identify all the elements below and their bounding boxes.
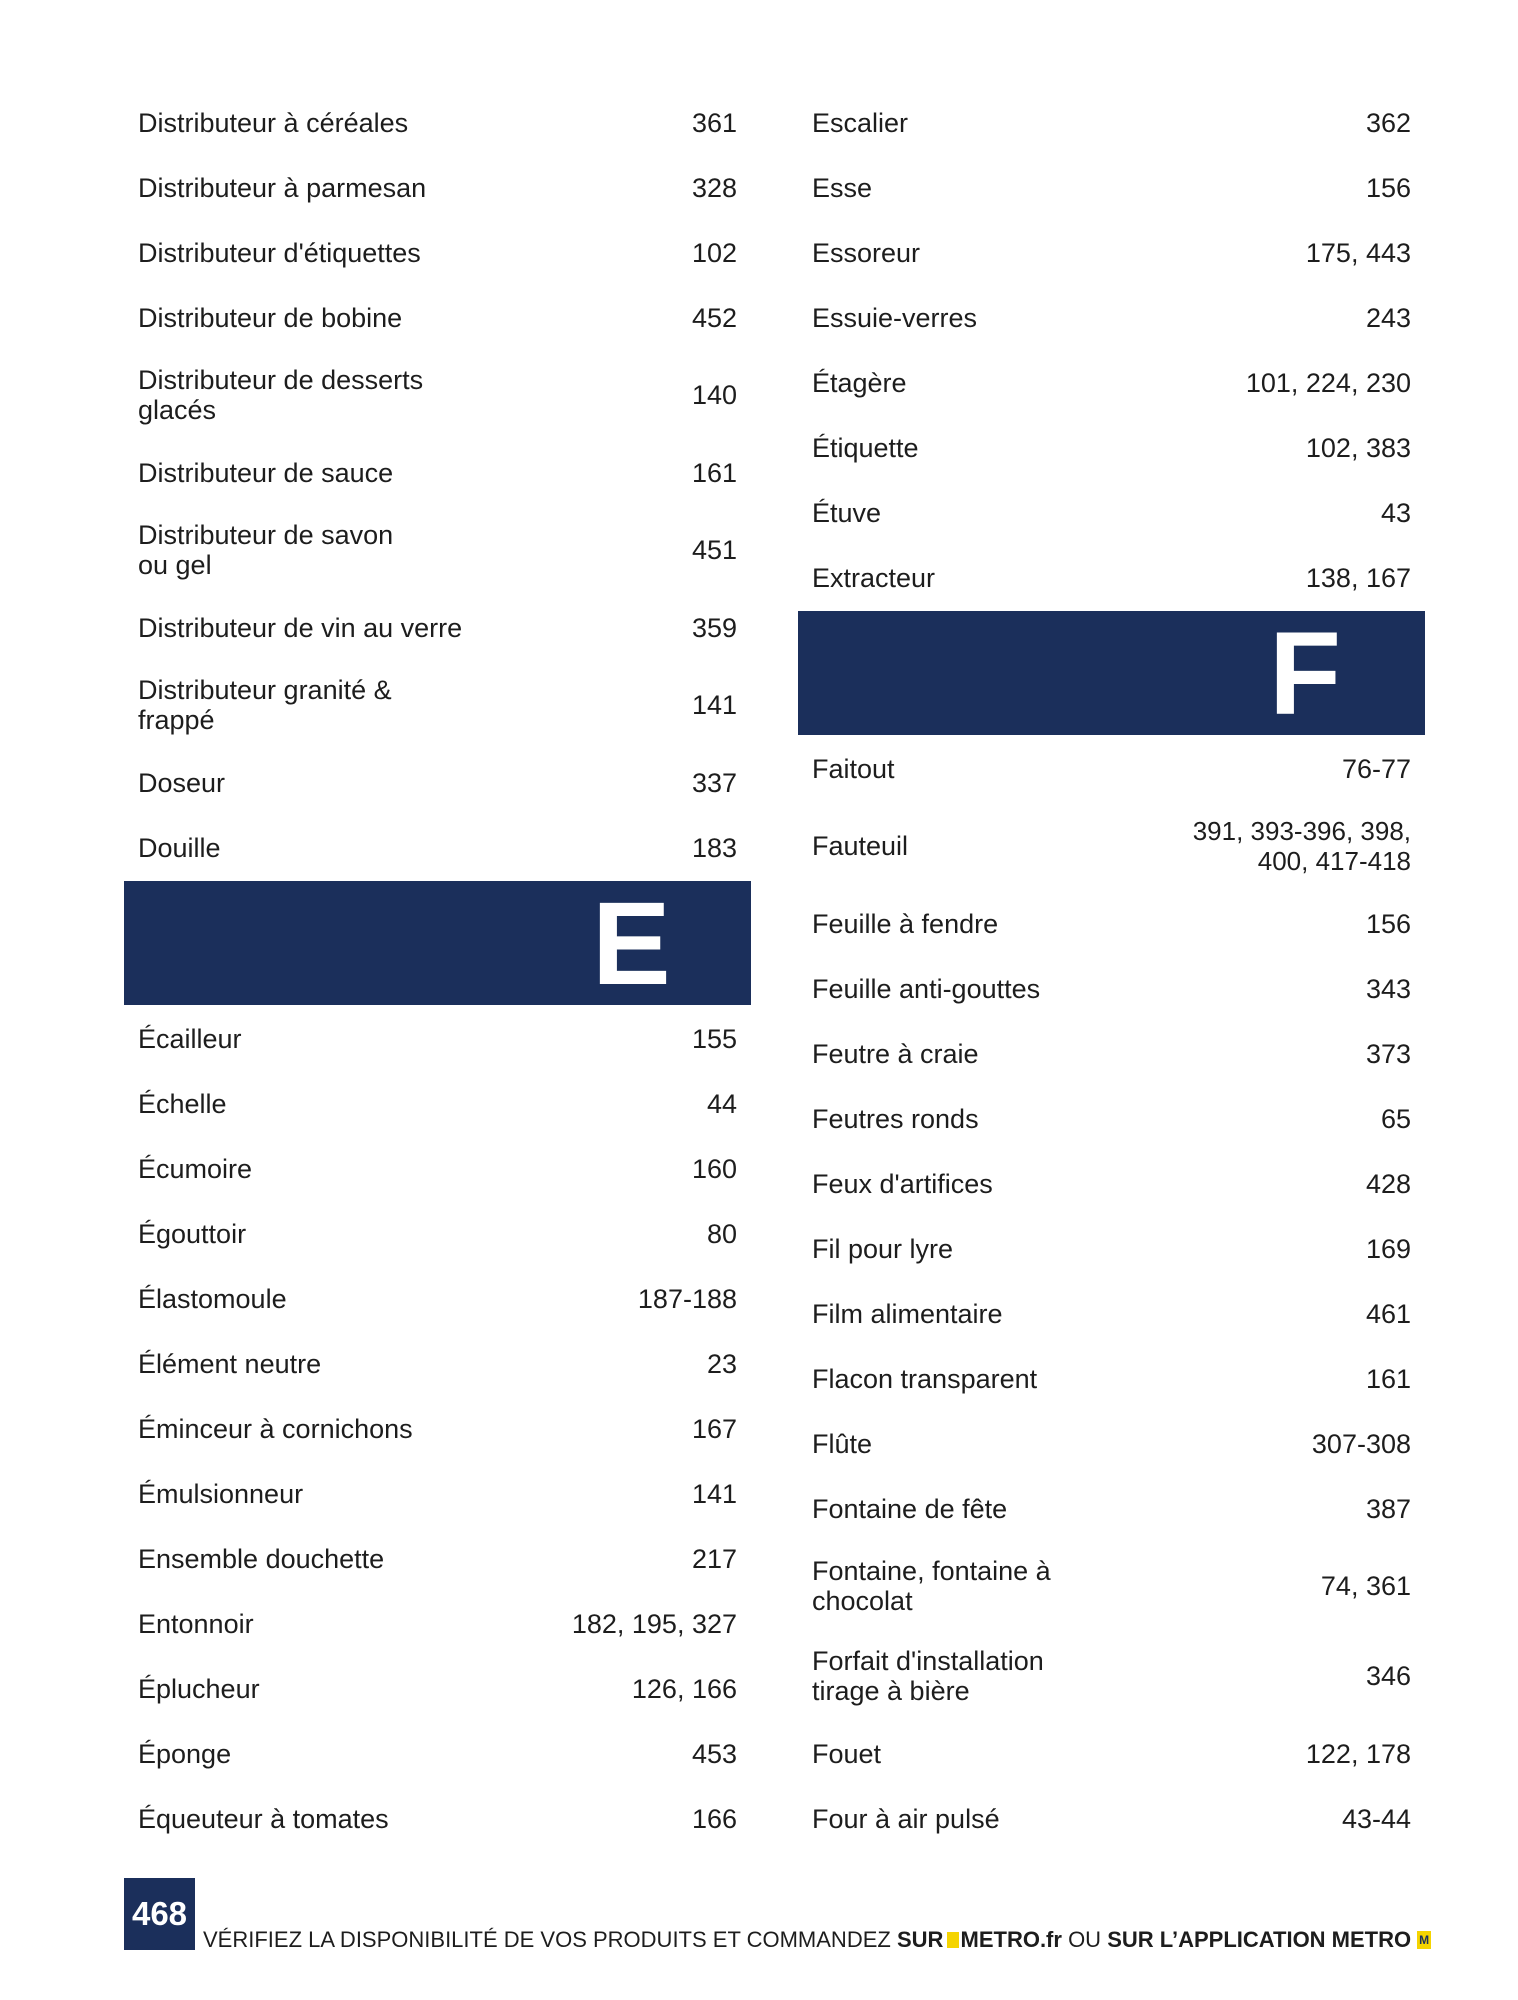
- entry-label: Écumoire: [138, 1153, 253, 1184]
- index-entry: [124, 440, 751, 505]
- metro-app-logo-icon: M: [1419, 1933, 1430, 1947]
- footer-banner: [203, 1925, 1433, 1955]
- entry-label: Étagère: [812, 367, 907, 398]
- index-entry: [798, 480, 1425, 545]
- entry-label: Distributeur de sauce: [138, 457, 394, 488]
- index-entry: [798, 1086, 1425, 1151]
- entry-pages: 65: [1380, 1103, 1411, 1134]
- footer-sur: SUR: [896, 1927, 944, 1952]
- section-letter: E: [592, 878, 671, 1010]
- entry-pages: 102, 383: [1305, 432, 1411, 463]
- index-entry: [124, 1071, 751, 1136]
- entry-label: Écailleur: [138, 1023, 242, 1054]
- index-entry: [124, 285, 751, 350]
- index-entry: [124, 1526, 751, 1591]
- entry-pages: 187-188: [637, 1283, 737, 1314]
- entry-pages: 166: [691, 1803, 737, 1834]
- entry-pages: 361: [691, 107, 737, 138]
- entry-pages: 43-44: [1341, 1803, 1411, 1834]
- entry-label: Éminceur à cornichons: [138, 1413, 413, 1444]
- index-entry: [124, 1396, 751, 1461]
- entry-pages: 183: [691, 832, 737, 863]
- entry-pages: 182, 195, 327: [571, 1608, 737, 1639]
- index-entry: [798, 956, 1425, 1021]
- footer-text: VÉRIFIEZ LA DISPONIBILITÉ DE VOS PRODUITS ET COMMANDEZ: [203, 1927, 897, 1952]
- entry-label: Faitout: [812, 753, 895, 784]
- entry-pages: 43: [1380, 497, 1411, 528]
- entry-label: Distributeur de vin au verre: [138, 612, 463, 643]
- entry-pages: 461: [1365, 1298, 1411, 1329]
- entry-label: Éponge: [138, 1738, 232, 1769]
- entry-label: Élastomoule: [138, 1283, 287, 1314]
- entry-label: Élément neutre: [138, 1348, 322, 1379]
- entry-label: Fontaine, fontaine à chocolat: [812, 1556, 1051, 1616]
- footer-or: OU: [1061, 1927, 1108, 1952]
- index-entry: [798, 90, 1425, 155]
- index-entry: [124, 660, 751, 750]
- index-entry: [124, 1006, 751, 1071]
- page-number: 468: [124, 1878, 195, 1950]
- index-entry: [798, 545, 1425, 610]
- index-entry: [124, 1656, 751, 1721]
- entry-label: Émulsionneur: [138, 1478, 304, 1509]
- entry-label: Doseur: [138, 767, 226, 798]
- entry-label: Four à air pulsé: [812, 1803, 1000, 1834]
- entry-pages: 138, 167: [1305, 562, 1411, 593]
- index-entry: [124, 155, 751, 220]
- index-entry: [124, 595, 751, 660]
- entry-pages: 141: [691, 690, 737, 720]
- entry-pages: 175, 443: [1305, 237, 1411, 268]
- entry-label: Film alimentaire: [812, 1298, 1003, 1329]
- index-entry: [124, 1721, 751, 1786]
- entry-pages: 337: [691, 767, 737, 798]
- index-entry: [798, 1151, 1425, 1216]
- index-entry: [798, 1631, 1425, 1721]
- entry-pages: 169: [1365, 1233, 1411, 1264]
- section-header-f: [798, 608, 1425, 740]
- entry-pages: 167: [691, 1413, 737, 1444]
- entry-pages: 452: [691, 302, 737, 333]
- entry-label: Distributeur granité & frappé: [138, 675, 392, 735]
- footer-site-link[interactable]: METRO.fr: [960, 1927, 1062, 1952]
- entry-label: Éplucheur: [138, 1673, 260, 1704]
- index-entry: [124, 1461, 751, 1526]
- entry-label: Essuie-verres: [812, 302, 978, 333]
- entry-label: Feuille anti-gouttes: [812, 973, 1041, 1004]
- entry-pages: 346: [1365, 1661, 1411, 1691]
- entry-label: Fontaine de fête: [812, 1493, 1008, 1524]
- index-entry: [124, 1136, 751, 1201]
- index-entry: [798, 220, 1425, 285]
- entry-label: Feutres ronds: [812, 1103, 979, 1134]
- index-entry: [124, 1786, 751, 1851]
- entry-pages: 243: [1365, 302, 1411, 333]
- entry-pages: 126, 166: [631, 1673, 737, 1704]
- entry-pages: 156: [1365, 908, 1411, 939]
- entry-label: Extracteur: [812, 562, 936, 593]
- index-column-right: [798, 90, 1425, 1851]
- entry-label: Flûte: [812, 1428, 873, 1459]
- entry-pages: 307-308: [1311, 1428, 1411, 1459]
- entry-label: Distributeur à céréales: [138, 107, 409, 138]
- entry-pages: 44: [706, 1088, 737, 1119]
- entry-label: Fauteuil: [812, 831, 909, 861]
- entry-pages: 141: [691, 1478, 737, 1509]
- index-entry: [798, 1541, 1425, 1631]
- entry-pages: 373: [1365, 1038, 1411, 1069]
- entry-label: Équeuteur à tomates: [138, 1803, 389, 1834]
- entry-pages: 160: [691, 1153, 737, 1184]
- entry-pages: 156: [1365, 172, 1411, 203]
- entry-label: Distributeur d'étiquettes: [138, 237, 421, 268]
- entry-pages: 74, 361: [1320, 1571, 1411, 1601]
- entry-pages: 80: [706, 1218, 737, 1249]
- footer-app: SUR L’APPLICATION METRO: [1107, 1927, 1412, 1952]
- entry-pages: 387: [1365, 1493, 1411, 1524]
- entry-label: Échelle: [138, 1088, 227, 1119]
- entry-pages: 428: [1365, 1168, 1411, 1199]
- entry-pages: 343: [1365, 973, 1411, 1004]
- entry-label: Douille: [138, 832, 221, 863]
- entry-label: Ensemble douchette: [138, 1543, 385, 1574]
- index-entry: [798, 801, 1425, 891]
- index-entry: [124, 815, 751, 880]
- entry-pages: 328: [691, 172, 737, 203]
- entry-pages: 362: [1365, 107, 1411, 138]
- entry-label: Fouet: [812, 1738, 882, 1769]
- index-column-left: [124, 90, 751, 1851]
- index-entry: [124, 1331, 751, 1396]
- index-entry: [798, 1281, 1425, 1346]
- index-entry: [124, 1591, 751, 1656]
- index-entry: [798, 155, 1425, 220]
- entry-label: Feutre à craie: [812, 1038, 979, 1069]
- index-entry: [798, 1216, 1425, 1281]
- entry-pages: 391, 393-396, 398, 400, 417-418: [1192, 816, 1411, 876]
- index-entry: [798, 891, 1425, 956]
- index-entry: [798, 285, 1425, 350]
- entry-label: Étuve: [812, 497, 882, 528]
- entry-pages: 122, 178: [1305, 1738, 1411, 1769]
- entry-label: Esse: [812, 172, 873, 203]
- index-entry: [798, 1476, 1425, 1541]
- entry-label: Fil pour lyre: [812, 1233, 954, 1264]
- entry-label: Distributeur de bobine: [138, 302, 403, 333]
- entry-label: Feuille à fendre: [812, 908, 999, 939]
- entry-label: Forfait d'installation tirage à bière: [812, 1646, 1044, 1706]
- entry-pages: 217: [691, 1543, 737, 1574]
- entry-label: Égouttoir: [138, 1218, 247, 1249]
- entry-pages: 102: [691, 237, 737, 268]
- index-entry: [798, 1021, 1425, 1086]
- entry-label: Escalier: [812, 107, 909, 138]
- index-entry: [798, 1346, 1425, 1411]
- entry-label: Distributeur de savon ou gel: [138, 520, 394, 580]
- entry-pages: 155: [691, 1023, 737, 1054]
- index-entry: [124, 505, 751, 595]
- index-entry: [124, 1266, 751, 1331]
- entry-label: Distributeur de desserts glacés: [138, 365, 424, 425]
- entry-pages: 451: [691, 535, 737, 565]
- entry-label: Entonnoir: [138, 1608, 254, 1639]
- index-entry: [798, 350, 1425, 415]
- entry-pages: 76-77: [1341, 753, 1411, 784]
- entry-pages: 453: [691, 1738, 737, 1769]
- entry-label: Distributeur à parmesan: [138, 172, 427, 203]
- index-entry: [124, 350, 751, 440]
- index-entry: [124, 750, 751, 815]
- index-entry: [798, 1411, 1425, 1476]
- section-letter: F: [1269, 608, 1342, 740]
- entry-label: Feux d'artifices: [812, 1168, 993, 1199]
- entry-pages: 140: [691, 380, 737, 410]
- index-entry: [798, 1786, 1425, 1851]
- entry-pages: 101, 224, 230: [1245, 367, 1411, 398]
- index-entry: [798, 1721, 1425, 1786]
- index-entry: [798, 736, 1425, 801]
- entry-label: Flacon transparent: [812, 1363, 1038, 1394]
- entry-pages: 161: [1365, 1363, 1411, 1394]
- entry-pages: 23: [706, 1348, 737, 1379]
- metro-logo-icon: [947, 1932, 958, 1948]
- index-entry: [124, 1201, 751, 1266]
- entry-pages: 161: [691, 457, 737, 488]
- index-entry: [124, 220, 751, 285]
- index-entry: [124, 90, 751, 155]
- entry-label: Étiquette: [812, 432, 919, 463]
- index-entry: [798, 415, 1425, 480]
- entry-label: Essoreur: [812, 237, 921, 268]
- section-header-e: [124, 878, 751, 1010]
- entry-pages: 359: [691, 612, 737, 643]
